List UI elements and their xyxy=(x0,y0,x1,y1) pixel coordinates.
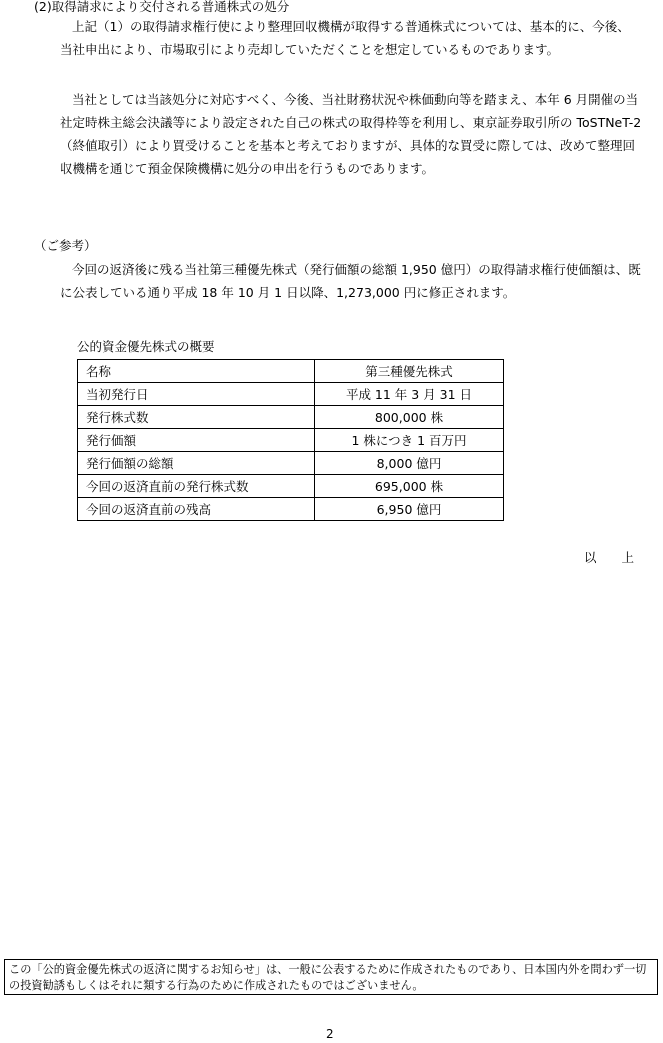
table-cell-value: 8,000 億円 xyxy=(315,452,504,475)
table-cell-value: 800,000 株 xyxy=(315,406,504,429)
table-cell-label: 当初発行日 xyxy=(78,383,315,406)
table-cell-label: 今回の返済直前の残高 xyxy=(78,498,315,521)
table-cell-label: 今回の返済直前の発行株式数 xyxy=(78,475,315,498)
table-row xyxy=(78,383,504,406)
disclaimer-box xyxy=(4,959,658,995)
table-cell-value: 平成 11 年 3 月 31 日 xyxy=(315,383,504,406)
table-cell-label: 発行価額の総額 xyxy=(78,452,315,475)
reference-heading: （ご参考） xyxy=(34,238,97,253)
paragraph-reference-text: 今回の返済後に残る当社第三種優先株式（発行価額の総額 1,950 億円）の取得請求権行使価額は、既に公表している通り平成 18 年 10 月 1 日以降、1,273,000 円に修正されます。 xyxy=(60,262,641,300)
table-cell-value: 1 株につき 1 百万円 xyxy=(315,429,504,452)
table-caption: 公的資金優先株式の概要 xyxy=(77,339,215,354)
table-row xyxy=(78,475,504,498)
page-number: 2 xyxy=(326,1027,334,1041)
table-header-cell: 第三種優先株式 xyxy=(315,360,504,383)
table-row xyxy=(78,429,504,452)
paragraph-repurchase xyxy=(60,88,642,180)
closing-mark: 以 上 xyxy=(584,550,635,565)
paragraph-disposal-text: 上記（1）の取得請求権行使により整理回収機構が取得する普通株式については、基本的に、今後、当社申出により、市場取引により売却していただくことを想定しているものであります。 xyxy=(60,19,630,57)
table-cell-label: 発行株式数 xyxy=(78,406,315,429)
table-header-cell: 名称 xyxy=(78,360,315,383)
paragraph-reference xyxy=(60,258,642,304)
paragraph-repurchase-text: 当社としては当該処分に対応すべく、今後、当社財務状況や株価動向等を踏まえ、本年 6 月開催の当社定時株主総会決議等により設定された自己の株式の取得枠等を利用し、東京証券取引所の ToSTNeT-2（終値取引）により買受けることを基本と考えておりますが、具体的な買受に際しては、改めて整理回収機構を通じて預金保険機構に処分の申出を行うものであります。 xyxy=(60,92,642,176)
preferred-stock-summary-table xyxy=(77,359,504,521)
table-cell-value: 695,000 株 xyxy=(315,475,504,498)
table-row xyxy=(78,406,504,429)
section-heading: (2)取得請求により交付される普通株式の処分 xyxy=(34,0,290,14)
table-row xyxy=(78,452,504,475)
table-cell-label: 発行価額 xyxy=(78,429,315,452)
disclaimer-text: この「公的資金優先株式の返済に関するお知らせ」は、一般に公表するために作成されたものであり、日本国内外を問わず一切の投資勧誘もしくはそれに類する行為のために作成されたものではございません。 xyxy=(9,963,647,992)
table-row xyxy=(78,498,504,521)
paragraph-disposal xyxy=(60,15,642,61)
table-cell-value: 6,950 億円 xyxy=(315,498,504,521)
table-header-row xyxy=(78,360,504,383)
